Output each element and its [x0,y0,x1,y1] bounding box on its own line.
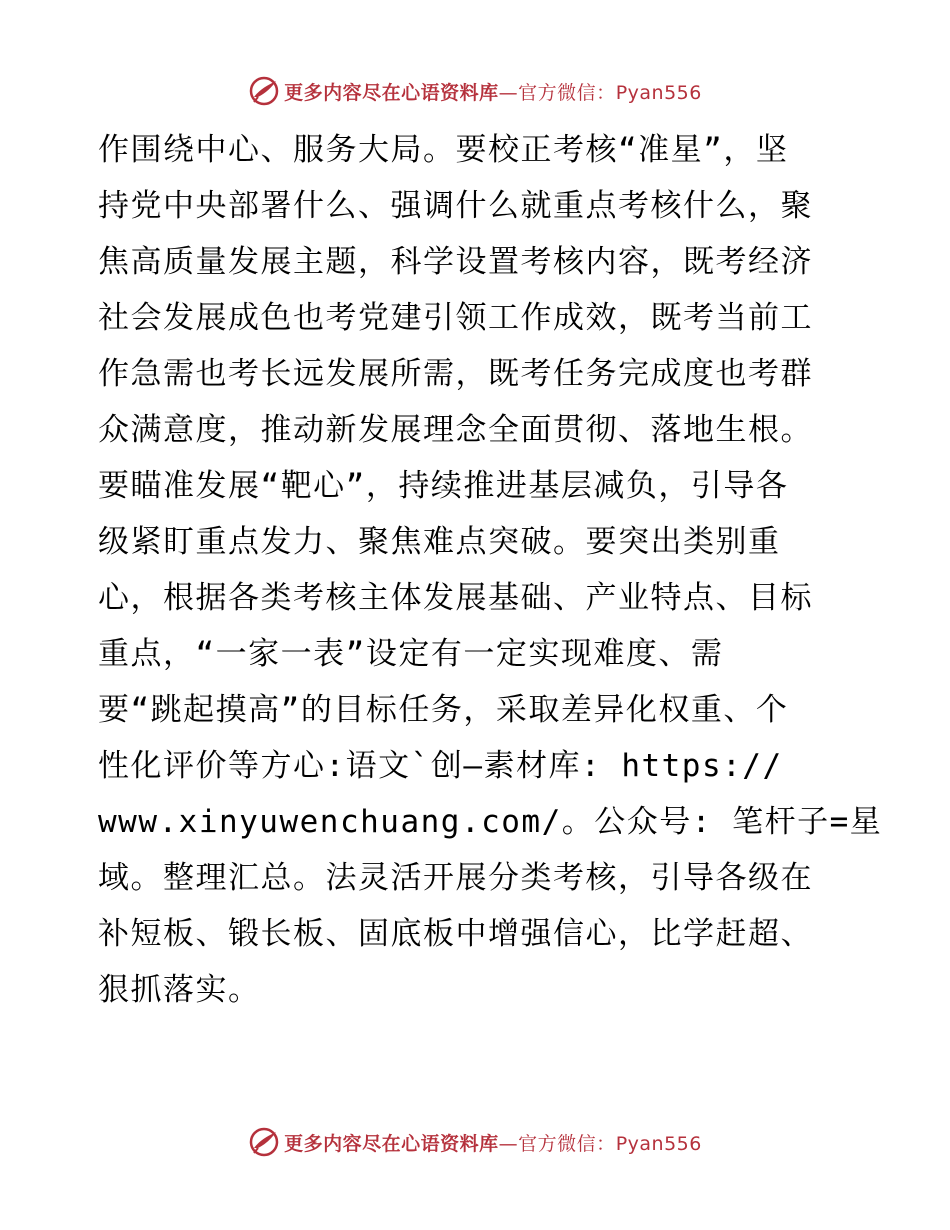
footer-wechat-id: Pyan556 [615,1132,702,1155]
body-line: 要“跳起摸高”的目标任务，采取差异化权重、个 [98,692,789,728]
body-line: 作围绕中心、服务大局。要校正考核“准星”，坚 [98,132,789,168]
body-line: 域。整理汇总。法灵活开展分类考核，引导各级在 [98,860,813,896]
body-line: 狠抓落实。 [98,972,261,1008]
header-banner [0,71,950,111]
header-sub-text: 官方微信： [518,81,616,104]
body-line: 级紧盯重点发力、聚焦难点突破。要突出类别重 [98,524,781,560]
body-line: 焦高质量发展主题，科学设置考核内容，既考经济 [98,244,813,280]
body-line: 作急需也考长远发展所需，既考任务完成度也考群 [98,356,813,392]
footer-sub-text: 官方微信： [518,1132,616,1155]
header-dash: — [498,81,519,104]
document-body [98,122,883,1018]
footer-banner [0,1122,950,1162]
body-line: 性化评价等方心:语文`创—素材库: https:// [98,748,783,784]
body-line: 重点，“一家一表”设定有一定实现难度、需 [98,636,724,672]
body-line: 要瞄准发展“靶心”，持续推进基层减负，引导各 [98,468,789,504]
body-line: 众满意度，推动新发展理念全面贯彻、落地生根。 [98,412,813,448]
footer-banner-text [284,1129,702,1156]
body-line: 持党中央部署什么、强调什么就重点考核什么，聚 [98,188,813,224]
header-wechat-id: Pyan556 [615,81,702,104]
body-line: 社会发展成色也考党建引领工作成效，既考当前工 [98,300,813,336]
quill-logo-icon [248,75,280,107]
body-line: 心，根据各类考核主体发展基础、产业特点、目标 [98,580,813,616]
body-line: 补短板、锻长板、固底板中增强信心，比学赶超、 [98,916,813,952]
body-line: www.xinyuwenchuang.com/。公众号: 笔杆子=星 [98,804,883,840]
header-main-text: 更多内容尽在心语资料库 [284,81,499,104]
header-banner-text [284,78,702,105]
footer-dash: — [498,1132,519,1155]
footer-main-text: 更多内容尽在心语资料库 [284,1132,499,1155]
quill-logo-icon [248,1126,280,1158]
